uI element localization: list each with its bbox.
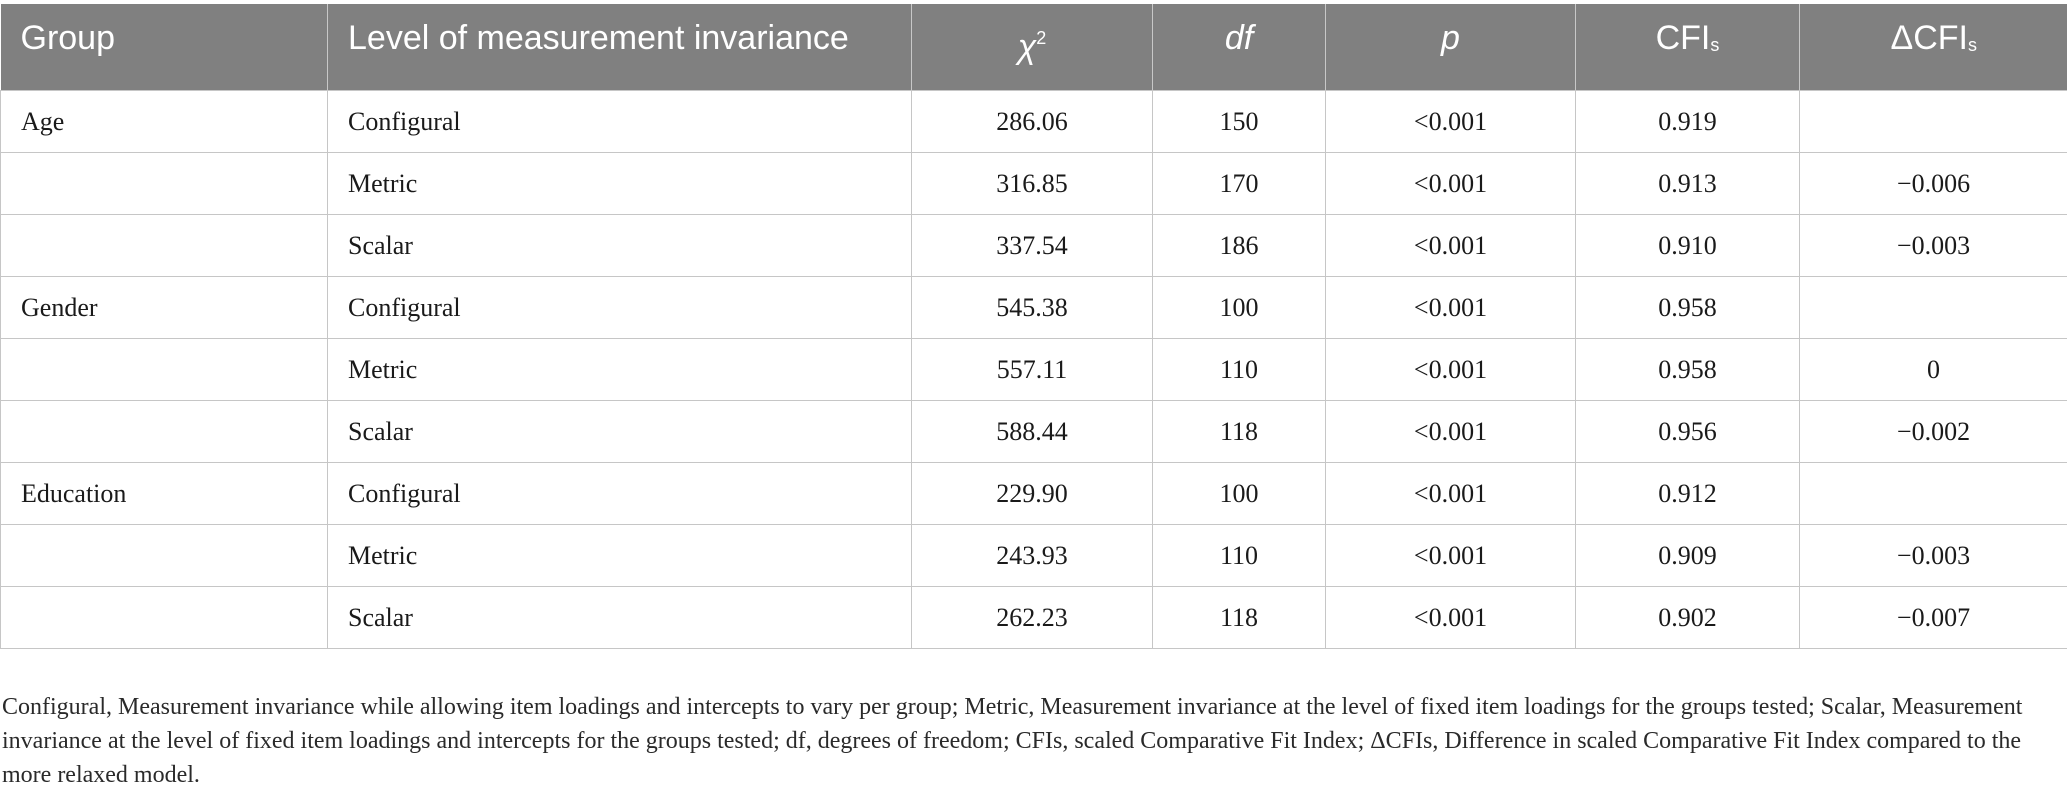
chi-superscript: 2 bbox=[1036, 28, 1047, 48]
header-delta-cfi bbox=[1800, 4, 2067, 91]
cell-df: 118 bbox=[1153, 401, 1326, 463]
table-row bbox=[1, 153, 2067, 215]
header-cfi bbox=[1576, 4, 1800, 91]
cell-delta-cfi: 0 bbox=[1800, 339, 2067, 401]
cell-p: <0.001 bbox=[1326, 277, 1576, 339]
cell-chi-square: 286.06 bbox=[912, 91, 1153, 153]
cell-df: 186 bbox=[1153, 215, 1326, 277]
header-row bbox=[1, 4, 2067, 91]
table-row bbox=[1, 277, 2067, 339]
cell-cfi: 0.910 bbox=[1576, 215, 1800, 277]
cell-level: Scalar bbox=[328, 587, 912, 649]
cell-cfi: 0.919 bbox=[1576, 91, 1800, 153]
cell-chi-square: 243.93 bbox=[912, 525, 1153, 587]
cell-df: 100 bbox=[1153, 463, 1326, 525]
table-row bbox=[1, 215, 2067, 277]
cell-delta-cfi: −0.002 bbox=[1800, 401, 2067, 463]
chi-symbol: χ bbox=[1017, 28, 1037, 66]
cell-cfi: 0.912 bbox=[1576, 463, 1800, 525]
cfi-subscript: s bbox=[1710, 35, 1720, 55]
cell-df: 170 bbox=[1153, 153, 1326, 215]
cell-level: Configural bbox=[328, 277, 912, 339]
table-row bbox=[1, 587, 2067, 649]
cell-chi-square: 229.90 bbox=[912, 463, 1153, 525]
cell-cfi: 0.956 bbox=[1576, 401, 1800, 463]
table-row bbox=[1, 91, 2067, 153]
cell-delta-cfi: −0.007 bbox=[1800, 587, 2067, 649]
cell-delta-cfi: −0.003 bbox=[1800, 215, 2067, 277]
cell-group bbox=[1, 587, 328, 649]
cell-group: Gender bbox=[1, 277, 328, 339]
cfi-label: CFI bbox=[1655, 19, 1711, 57]
cell-level: Metric bbox=[328, 525, 912, 587]
p-label: p bbox=[1441, 19, 1460, 57]
delta-cfi-label: ΔCFI bbox=[1890, 19, 1968, 57]
header-chi-square bbox=[912, 4, 1153, 91]
table-footnote: Configural, Measurement invariance while allowing item loadings and intercepts to vary per group; Metric, Measurement invariance at the level of fixed item loadings for the groups tested; Scalar, Measurement invariance at the level of fixed item loadings and intercepts for the groups tested; df, degrees of freedom; CFIs, scaled Comparative Fit Index; ΔCFIs, Difference in scaled Comparative Fit Index compared to the more relaxed model. bbox=[2, 694, 2023, 788]
cell-p: <0.001 bbox=[1326, 525, 1576, 587]
table-row bbox=[1, 339, 2067, 401]
cell-chi-square: 337.54 bbox=[912, 215, 1153, 277]
cell-group: Education bbox=[1, 463, 328, 525]
cell-df: 110 bbox=[1153, 339, 1326, 401]
header-p bbox=[1326, 4, 1576, 91]
cell-chi-square: 262.23 bbox=[912, 587, 1153, 649]
cell-chi-square: 588.44 bbox=[912, 401, 1153, 463]
cell-level: Scalar bbox=[328, 401, 912, 463]
cell-group bbox=[1, 339, 328, 401]
cell-group bbox=[1, 153, 328, 215]
table-body bbox=[1, 91, 2067, 649]
header-df bbox=[1153, 4, 1326, 91]
cell-chi-square: 557.11 bbox=[912, 339, 1153, 401]
cell-p: <0.001 bbox=[1326, 153, 1576, 215]
df-label: df bbox=[1224, 19, 1254, 57]
cell-df: 118 bbox=[1153, 587, 1326, 649]
cell-delta-cfi: −0.003 bbox=[1800, 525, 2067, 587]
cell-cfi: 0.909 bbox=[1576, 525, 1800, 587]
table-header bbox=[1, 4, 2067, 91]
cell-p: <0.001 bbox=[1326, 463, 1576, 525]
table-row bbox=[1, 401, 2067, 463]
cell-group bbox=[1, 215, 328, 277]
cell-delta-cfi bbox=[1800, 91, 2067, 153]
header-group: Group bbox=[1, 4, 328, 91]
cell-level: Metric bbox=[328, 153, 912, 215]
table-container bbox=[0, 4, 2067, 649]
cell-cfi: 0.958 bbox=[1576, 277, 1800, 339]
cell-df: 110 bbox=[1153, 525, 1326, 587]
table-row bbox=[1, 525, 2067, 587]
cell-df: 150 bbox=[1153, 91, 1326, 153]
cell-level: Configural bbox=[328, 91, 912, 153]
delta-cfi-subscript: s bbox=[1967, 35, 1977, 55]
cell-delta-cfi: −0.006 bbox=[1800, 153, 2067, 215]
cell-level: Configural bbox=[328, 463, 912, 525]
table-row bbox=[1, 463, 2067, 525]
cell-p: <0.001 bbox=[1326, 215, 1576, 277]
cell-df: 100 bbox=[1153, 277, 1326, 339]
cell-p: <0.001 bbox=[1326, 339, 1576, 401]
cell-p: <0.001 bbox=[1326, 401, 1576, 463]
cell-group: Age bbox=[1, 91, 328, 153]
cell-cfi: 0.958 bbox=[1576, 339, 1800, 401]
header-level: Level of measurement invariance bbox=[328, 4, 912, 91]
cell-group bbox=[1, 525, 328, 587]
cell-group bbox=[1, 401, 328, 463]
cell-delta-cfi bbox=[1800, 277, 2067, 339]
cell-delta-cfi bbox=[1800, 463, 2067, 525]
cell-p: <0.001 bbox=[1326, 587, 1576, 649]
measurement-invariance-table bbox=[0, 4, 2067, 649]
cell-p: <0.001 bbox=[1326, 91, 1576, 153]
cell-level: Metric bbox=[328, 339, 912, 401]
cell-cfi: 0.913 bbox=[1576, 153, 1800, 215]
cell-chi-square: 316.85 bbox=[912, 153, 1153, 215]
cell-chi-square: 545.38 bbox=[912, 277, 1153, 339]
cell-cfi: 0.902 bbox=[1576, 587, 1800, 649]
cell-level: Scalar bbox=[328, 215, 912, 277]
